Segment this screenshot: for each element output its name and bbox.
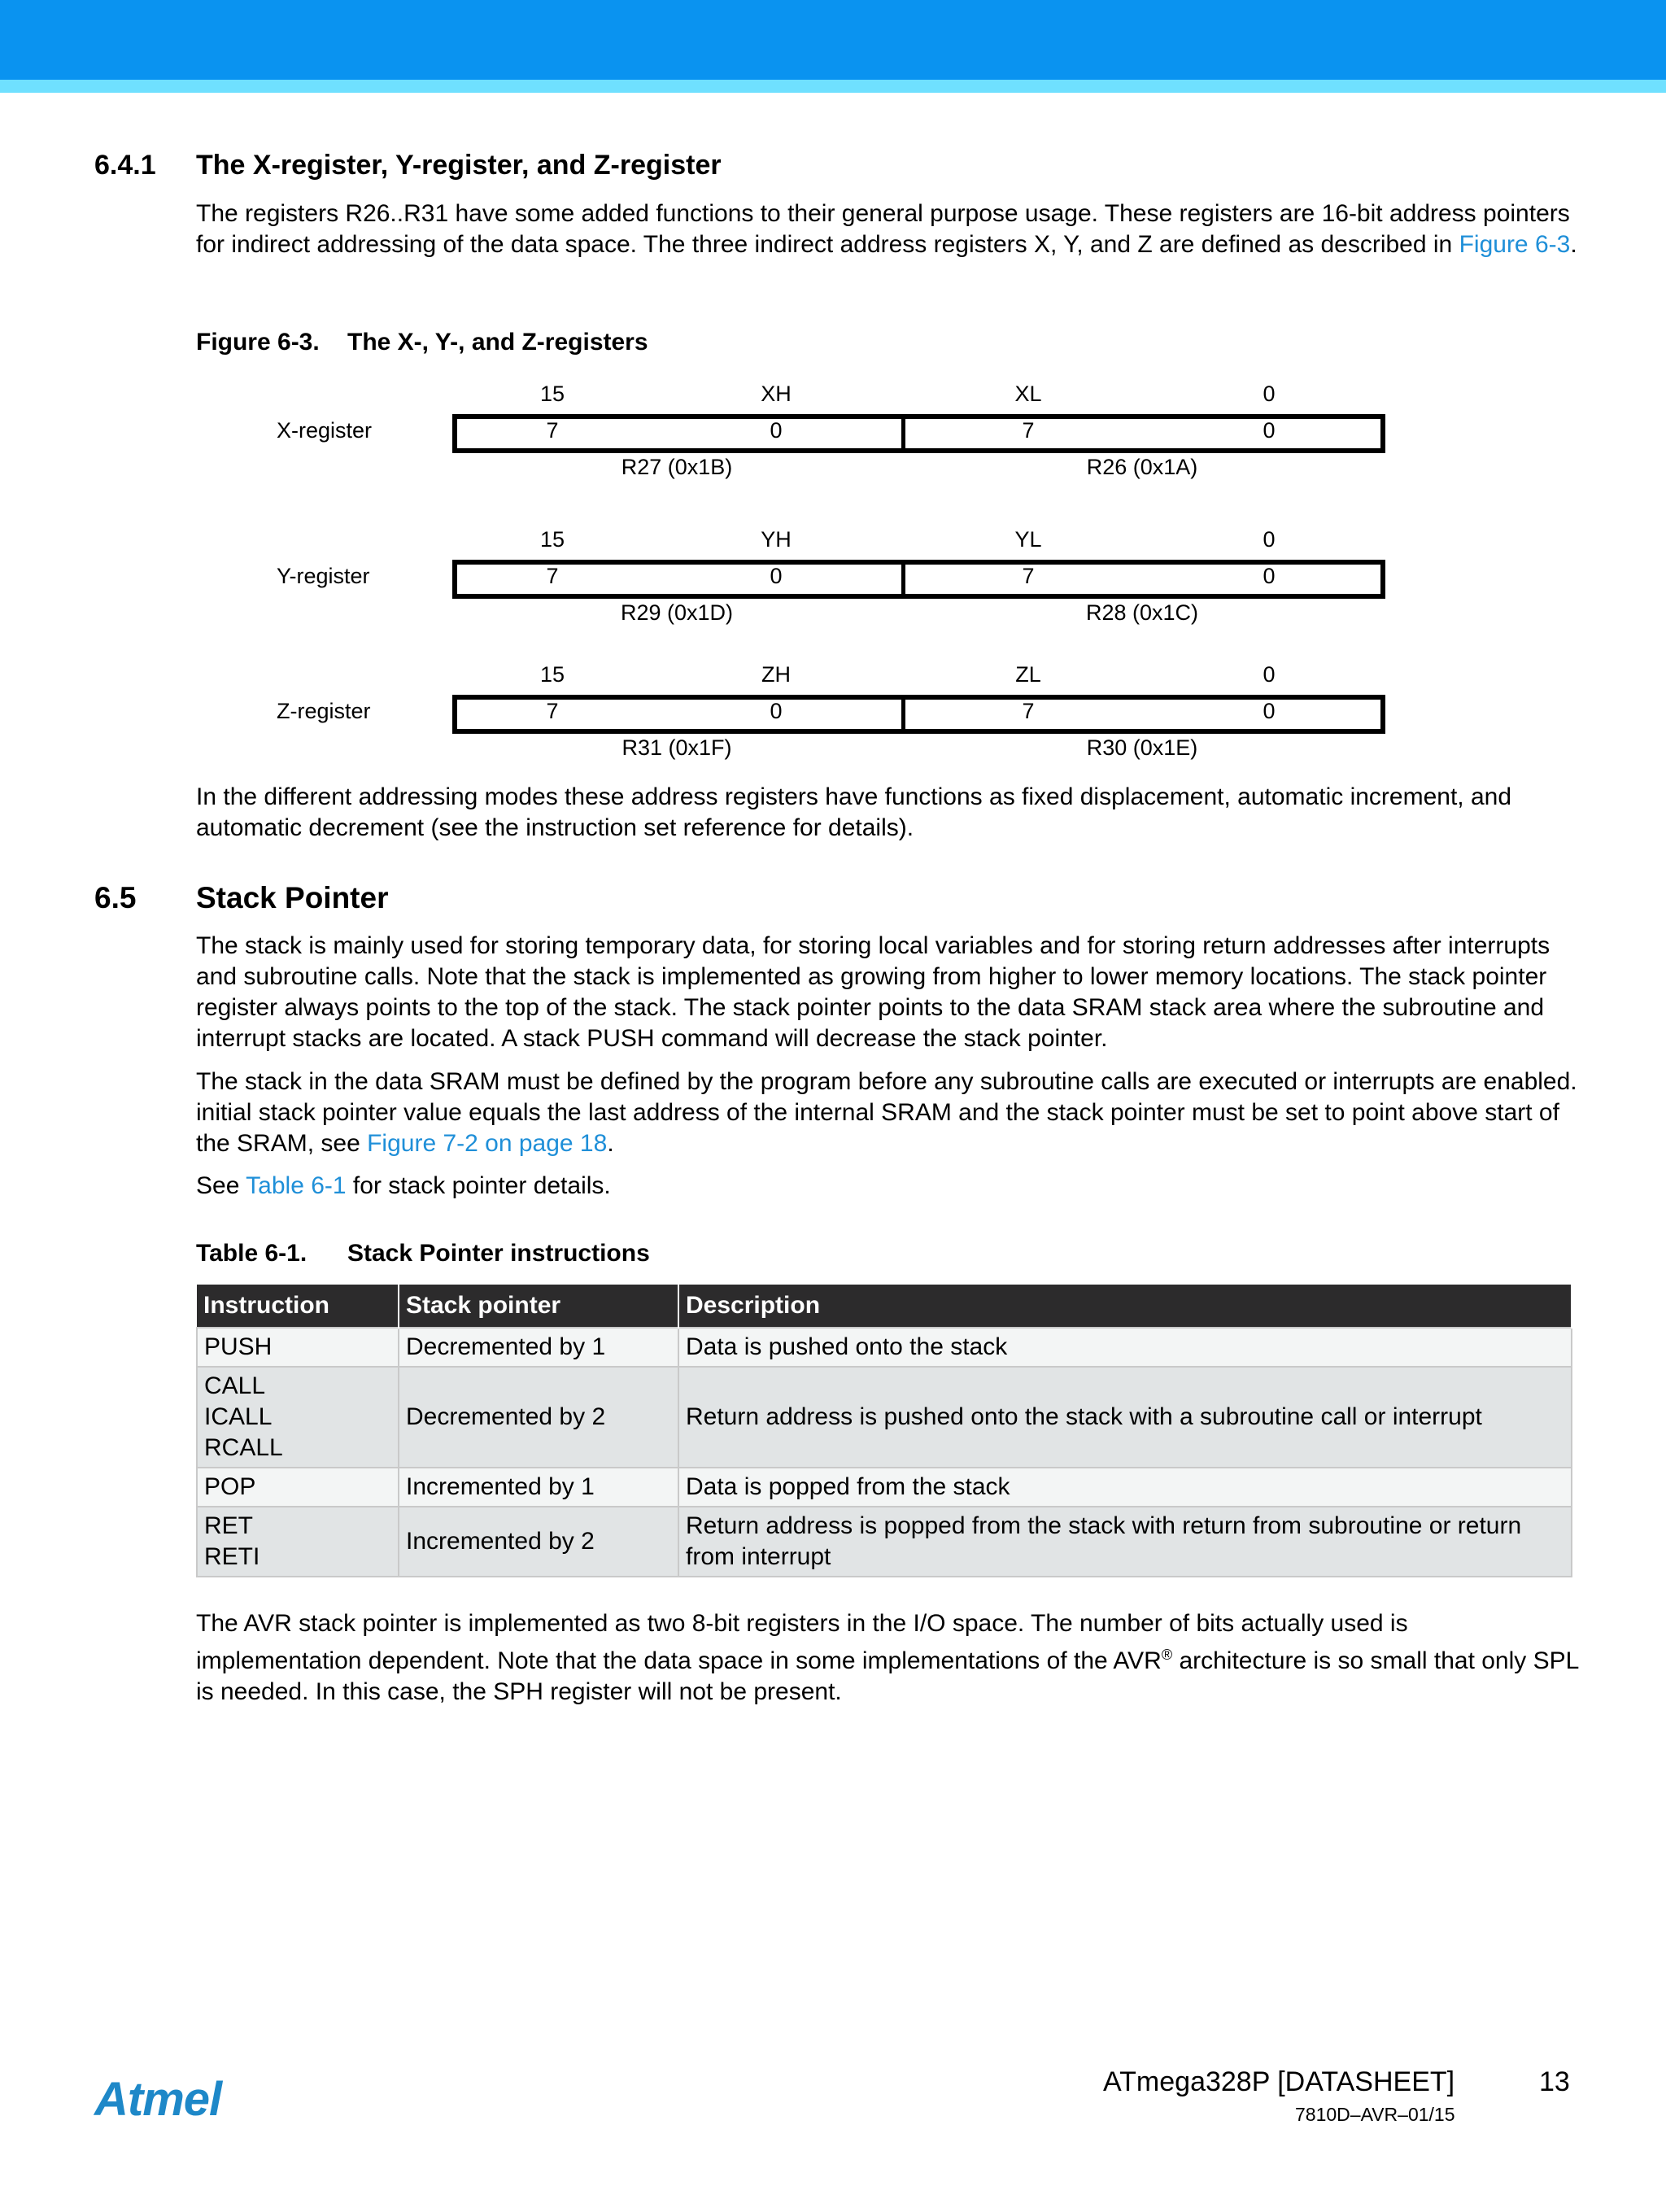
- instruction-name: RCALL: [204, 1434, 283, 1461]
- register-divider: [901, 419, 905, 448]
- table-row: [197, 1328, 1572, 1367]
- stack-pointer-table: [196, 1285, 1572, 1577]
- stack-pointer-cell: Incremented by 2: [399, 1507, 678, 1577]
- table-header-row: [197, 1285, 1572, 1328]
- column-header: Instruction: [197, 1285, 399, 1328]
- description-cell: Data is pushed onto the stack: [678, 1328, 1572, 1367]
- instruction-cell: [197, 1468, 399, 1507]
- register-box: [452, 695, 1385, 734]
- byte-name: XH: [761, 382, 792, 406]
- table-caption-title: Stack Pointer instructions: [347, 1240, 650, 1267]
- paragraph-text: for stack pointer details.: [346, 1172, 611, 1199]
- bit-number: 0: [1263, 382, 1276, 406]
- byte-name: YL: [1014, 527, 1042, 552]
- bit-number: 7: [1022, 418, 1035, 443]
- bit-number: 7: [1022, 564, 1035, 588]
- bit-number: 7: [546, 699, 559, 723]
- instruction-cell: [197, 1507, 399, 1577]
- bit-number: 0: [1263, 527, 1276, 552]
- instruction-cell: [197, 1367, 399, 1468]
- register-address: R27 (0x1B): [621, 455, 733, 479]
- description-cell: Return address is pushed onto the stack with a subroutine call or interrupt: [678, 1367, 1572, 1468]
- register-divider: [901, 700, 905, 729]
- section-title: The X-register, Y-register, and Z-register: [196, 150, 722, 181]
- register-address: R29 (0x1D): [620, 600, 734, 625]
- stack-pointer-cell: Decremented by 1: [399, 1328, 678, 1367]
- paragraph-text: See: [196, 1172, 246, 1199]
- paragraph-text: The stack is mainly used for storing temporary data, for storing local variables and for storing return addresses after interrupts and subroutine calls. Note that the stack is implemented as growing from higher to lower memory locations. The stack pointer register always points to the top of the stack. The stack pointer points to the data SRAM stack area where the subroutine and interrupt stacks are located. A stack PUSH command will decrease the stack pointer.: [196, 932, 1550, 1052]
- figure-link[interactable]: Figure 7-2 on page 18: [367, 1130, 608, 1157]
- byte-name: ZL: [1015, 662, 1041, 687]
- bit-number: 7: [1022, 699, 1035, 723]
- bit-number: 7: [546, 564, 559, 588]
- paragraph: [196, 199, 1579, 260]
- stack-pointer-cell: Incremented by 1: [399, 1468, 678, 1507]
- header-bar: [0, 0, 1666, 80]
- column-header: Description: [678, 1285, 1572, 1328]
- bit-number: 15: [539, 382, 565, 406]
- paragraph-text: The AVR stack pointer is implemented as two 8-bit registers in the I/O space. The number of bits actually used is implementation dependent. Note that the data space in some implementations of the AVR: [196, 1610, 1408, 1674]
- description-cell: Return address is popped from the stack with return from subroutine or return from interrupt: [678, 1507, 1572, 1577]
- page-number: 13: [1539, 2066, 1570, 2097]
- paragraph-text: The registers R26..R31 have some added functions to their general purpose usage. These registers are 16-bit address pointers for indirect addressing of the data space. The three indirect address registers X, Y, and Z are defined as described in: [196, 200, 1570, 258]
- table-caption-number: Table 6-1.: [196, 1240, 307, 1267]
- bit-number: 0: [1263, 662, 1276, 687]
- paragraph: [196, 931, 1579, 1054]
- bit-number: 0: [770, 699, 783, 723]
- byte-name: XL: [1014, 382, 1042, 406]
- register-address: R30 (0x1E): [1086, 735, 1198, 760]
- register-box: [452, 414, 1385, 453]
- instruction-name: CALL: [204, 1372, 266, 1399]
- register-label: Z-register: [277, 699, 371, 723]
- paragraph-text: In the different addressing modes these address registers have functions as fixed displacement, automatic increment, and automatic decrement (see the instruction set reference for details).: [196, 783, 1512, 841]
- description-cell: Data is popped from the stack: [678, 1468, 1572, 1507]
- header-stripe: [0, 80, 1666, 93]
- register-address: R28 (0x1C): [1085, 600, 1199, 625]
- stack-pointer-cell: Decremented by 2: [399, 1367, 678, 1468]
- table-link[interactable]: Table 6-1: [246, 1172, 347, 1199]
- register-label: X-register: [277, 418, 373, 443]
- register-label: Y-register: [277, 564, 370, 588]
- bit-number: 0: [770, 564, 783, 588]
- bit-number: 15: [539, 662, 565, 687]
- instruction-name: RET: [204, 1512, 253, 1539]
- bit-number: 0: [1263, 699, 1276, 723]
- section-number: 6.5: [94, 881, 137, 914]
- instruction-name: ICALL: [204, 1403, 273, 1430]
- register-divider: [901, 565, 905, 594]
- bit-number: 15: [539, 527, 565, 552]
- paragraph-text: The stack in the data SRAM must be defined by the program before any subroutine calls are executed or interrupts are enabled. initial stack pointer value equals the last address of the internal SRAM and the stack pointer must be set to point above start of the SRAM, see: [196, 1068, 1577, 1157]
- instruction-cell: [197, 1328, 399, 1367]
- atmel-logo: Atmel: [94, 2073, 222, 2126]
- paragraph: [196, 1608, 1579, 1708]
- bit-number: 0: [770, 418, 783, 443]
- paragraph-text: architecture is so small that only SPL is needed. In this case, the SPH register will not be present.: [196, 1647, 1579, 1705]
- table-row: [197, 1367, 1572, 1468]
- paragraph-text: .: [1570, 231, 1577, 258]
- section-number: 6.4.1: [94, 150, 156, 181]
- bit-number: 0: [1263, 564, 1276, 588]
- paragraph: [196, 782, 1579, 844]
- instruction-name: POP: [204, 1473, 256, 1500]
- table-row: [197, 1507, 1572, 1577]
- column-header: Stack pointer: [399, 1285, 678, 1328]
- registered-mark: ®: [1161, 1647, 1173, 1663]
- register-address: R26 (0x1A): [1086, 455, 1198, 479]
- bit-number: 0: [1263, 418, 1276, 443]
- instruction-name: RETI: [204, 1543, 260, 1570]
- paragraph: [196, 1067, 1579, 1159]
- instruction-name: PUSH: [204, 1333, 273, 1360]
- register-address: R31 (0x1F): [621, 735, 732, 760]
- section-title: Stack Pointer: [196, 881, 389, 914]
- bit-number: 7: [546, 418, 559, 443]
- table-row: [197, 1468, 1572, 1507]
- byte-name: YH: [761, 527, 792, 552]
- figure-link[interactable]: Figure 6-3: [1459, 231, 1571, 258]
- document-id: 7810D–AVR–01/15: [1295, 2104, 1455, 2125]
- paragraph: [196, 1171, 1579, 1202]
- figure-caption-title: The X-, Y-, and Z-registers: [347, 329, 648, 356]
- footer-title: ATmega328P [DATASHEET]: [1103, 2066, 1455, 2097]
- paragraph-text: .: [607, 1130, 614, 1157]
- figure-caption-number: Figure 6-3.: [196, 329, 320, 356]
- byte-name: ZH: [761, 662, 791, 687]
- register-box: [452, 560, 1385, 599]
